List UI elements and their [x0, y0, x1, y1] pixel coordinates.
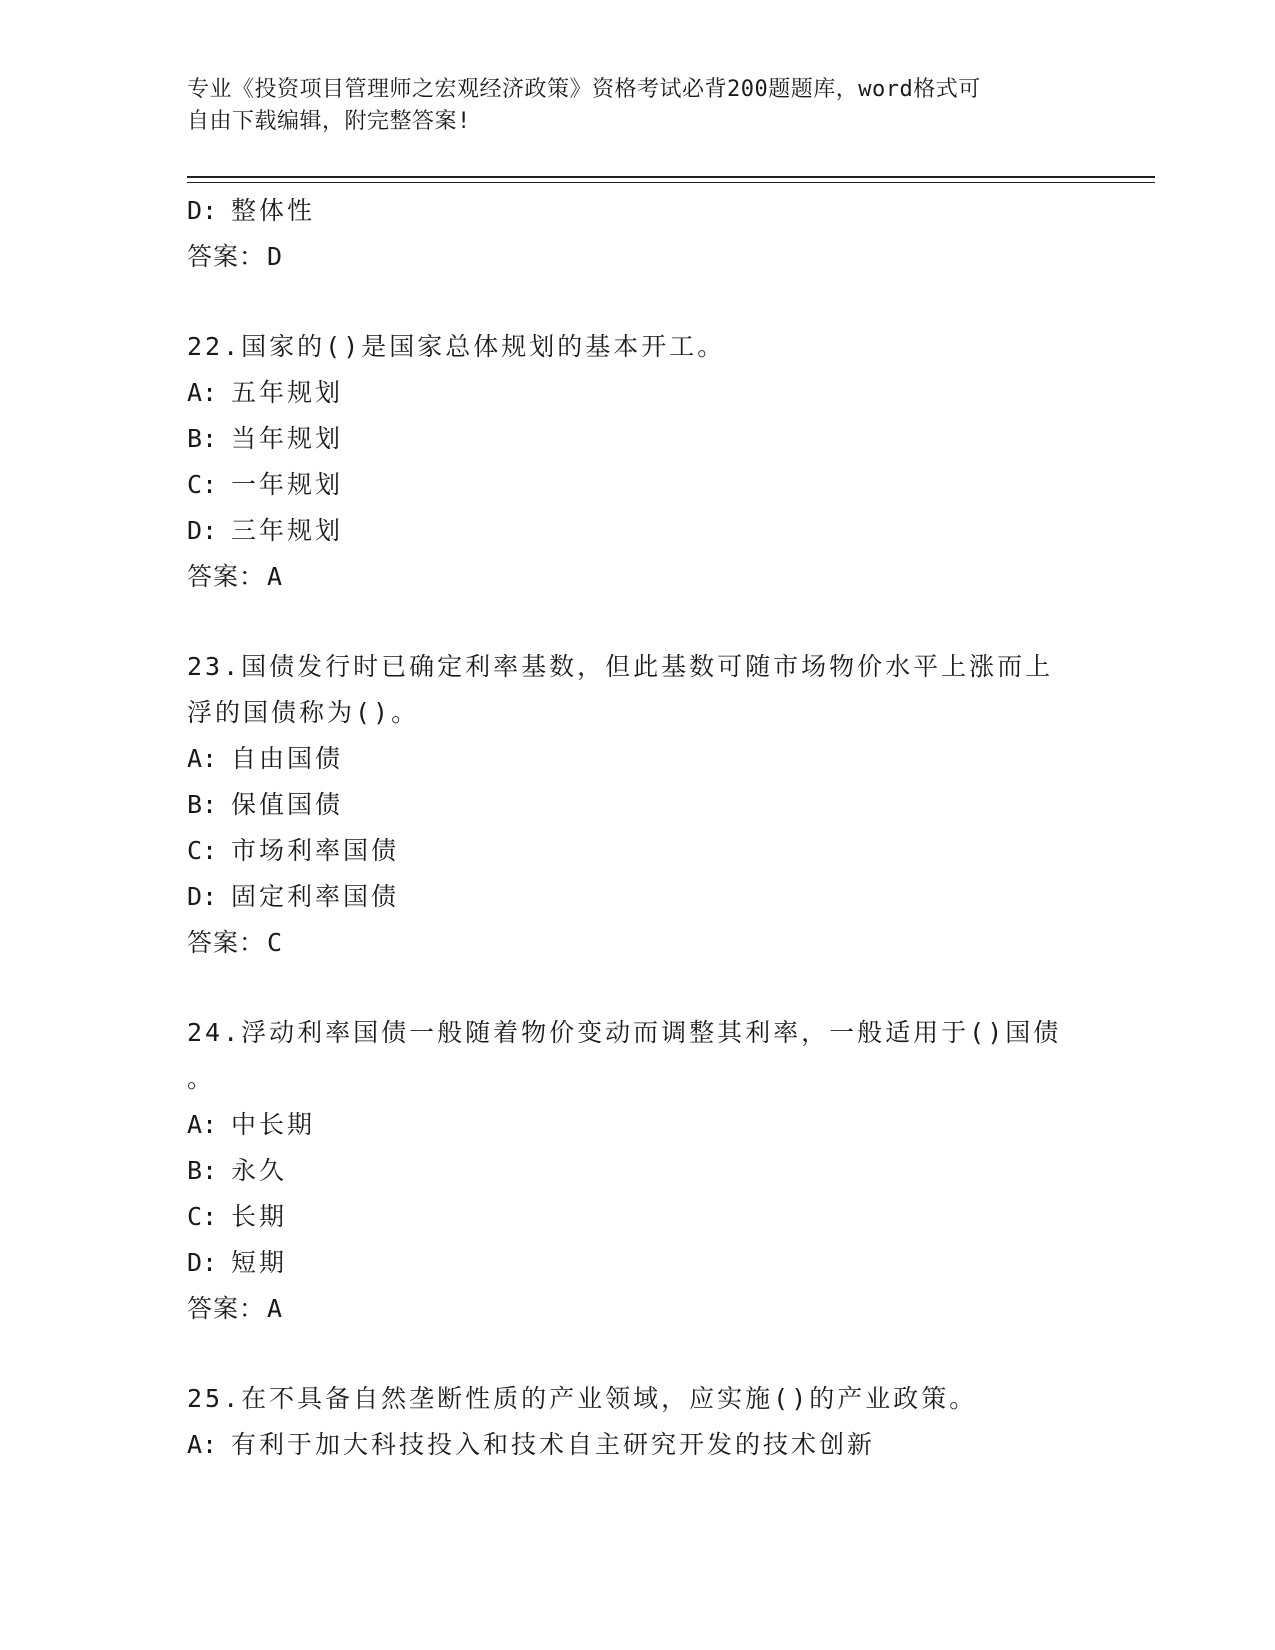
option-item	[187, 508, 1087, 554]
question-block	[187, 324, 1087, 600]
answer-line	[187, 234, 1087, 280]
option-text: 市场利率国债	[231, 836, 400, 865]
option-item	[187, 1422, 1087, 1468]
option-item	[187, 1194, 1087, 1240]
option-text: 永久	[231, 1156, 288, 1185]
header-divider-thick	[187, 176, 1155, 178]
option-text: 固定利率国债	[231, 882, 400, 911]
option-text: 长期	[231, 1202, 288, 1231]
header-line-2: 自由下载编辑，附完整答案!	[187, 109, 471, 134]
option-item	[187, 416, 1087, 462]
question-stem	[187, 644, 1067, 736]
option-item	[187, 370, 1087, 416]
question-stem-line: 22.国家的()是国家总体规划的基本开工。	[187, 332, 726, 361]
question-content	[187, 188, 1087, 1468]
option-text: 中长期	[231, 1110, 316, 1139]
option-text: 三年规划	[231, 516, 344, 545]
question-stem	[187, 1010, 1067, 1102]
answer-value: A	[267, 562, 284, 591]
option-letter: B:	[187, 1156, 218, 1185]
option-letter: D:	[187, 1248, 218, 1277]
header-line-1: 专业《投资项目管理师之宏观经济政策》资格考试必背200题题库，word格式可	[187, 77, 981, 102]
document-header	[187, 74, 1067, 138]
question-stem-line: 25.在不具备自然垄断性质的产业领域，应实施()的产业政策。	[187, 1384, 978, 1413]
option-letter: A:	[187, 1110, 218, 1139]
option-text: 保值国债	[231, 790, 344, 819]
option-text: 整体性	[231, 196, 316, 225]
answer-line	[187, 1286, 1087, 1332]
option-letter: A:	[187, 378, 218, 407]
answer-label: 答案：	[187, 242, 266, 271]
option-item	[187, 462, 1087, 508]
question-stem-line: 。	[187, 1064, 216, 1093]
header-divider-thin	[187, 182, 1155, 183]
answer-value: A	[267, 1294, 284, 1323]
option-text: 一年规划	[231, 470, 344, 499]
option-item	[187, 1102, 1087, 1148]
question-stem	[187, 324, 1067, 370]
option-text: 短期	[231, 1248, 288, 1277]
answer-line	[187, 920, 1087, 966]
question-stem-line: 23.国债发行时已确定利率基数，但此基数可随市场物价水平上涨而上	[187, 652, 1054, 681]
option-text: 自由国债	[231, 744, 344, 773]
option-item	[187, 782, 1087, 828]
option-item	[187, 188, 1087, 234]
option-letter: D:	[187, 516, 218, 545]
option-letter: D:	[187, 196, 218, 225]
option-letter: C:	[187, 470, 218, 499]
option-item	[187, 1148, 1087, 1194]
answer-value: C	[267, 928, 284, 957]
option-letter: A:	[187, 744, 218, 773]
option-letter: C:	[187, 1202, 218, 1231]
option-text: 五年规划	[231, 378, 344, 407]
answer-label: 答案：	[187, 1294, 266, 1323]
question-stem-line: 浮的国债称为()。	[187, 698, 420, 727]
question-stem-line: 24.浮动利率国债一般随着物价变动而调整其利率，一般适用于()国债	[187, 1018, 1062, 1047]
option-item	[187, 1240, 1087, 1286]
option-letter: B:	[187, 790, 218, 819]
question-block	[187, 1376, 1087, 1468]
option-item	[187, 828, 1087, 874]
answer-value: D	[267, 242, 284, 271]
answer-line	[187, 554, 1087, 600]
option-text: 当年规划	[231, 424, 344, 453]
question-stem	[187, 1376, 1067, 1422]
option-letter: C:	[187, 836, 218, 865]
option-item	[187, 874, 1087, 920]
question-block	[187, 1010, 1087, 1332]
option-item	[187, 736, 1087, 782]
answer-label: 答案：	[187, 928, 266, 957]
option-text: 有利于加大科技投入和技术自主研究开发的技术创新	[231, 1430, 876, 1459]
question-block	[187, 644, 1087, 966]
answer-label: 答案：	[187, 562, 266, 591]
option-letter: B:	[187, 424, 218, 453]
option-letter: D:	[187, 882, 218, 911]
option-letter: A:	[187, 1430, 218, 1459]
